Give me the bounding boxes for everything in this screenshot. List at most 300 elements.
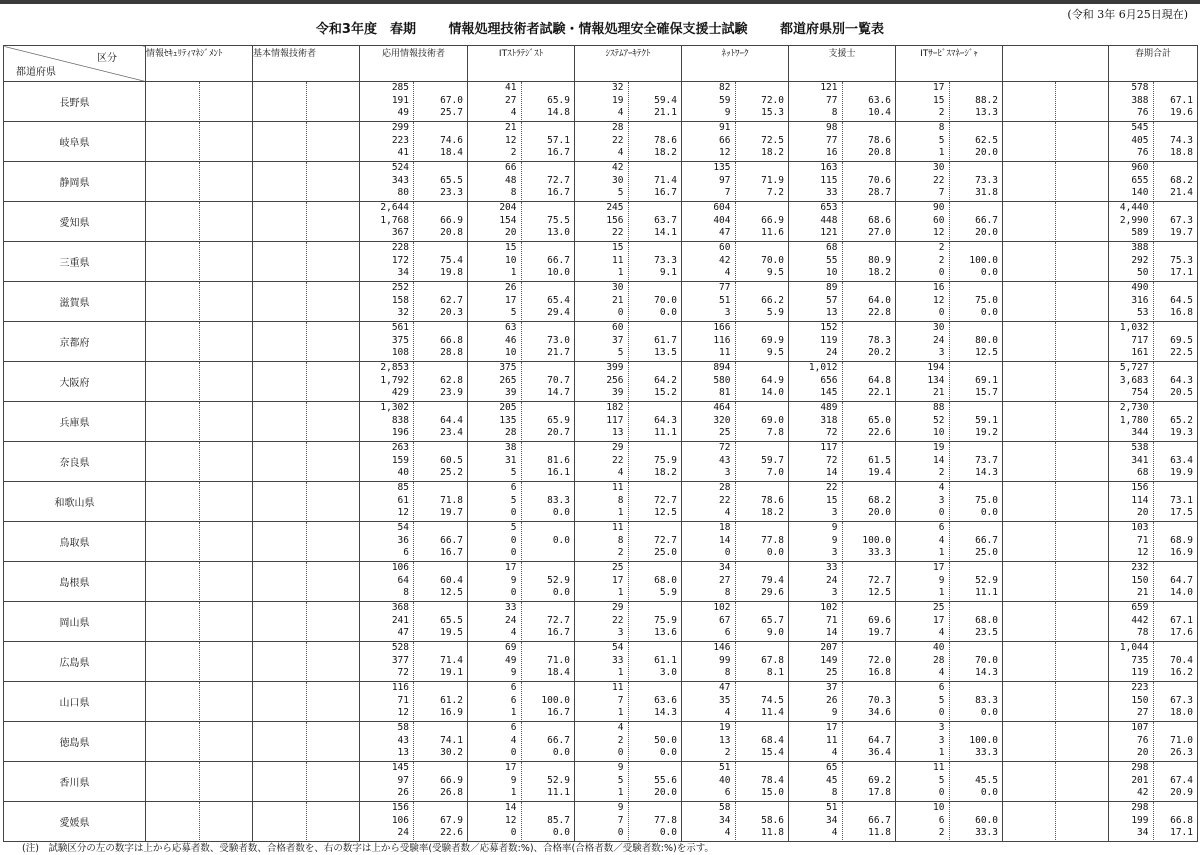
rates-column [629,162,682,200]
counts-column [360,722,414,760]
examinees-count: 119 [820,334,838,346]
data-cell [253,722,360,762]
exam-rate: 100.0 [862,534,891,546]
rates-column [414,162,467,200]
exam-rate: 65.9 [547,414,570,426]
exam-rate: 64.5 [1170,294,1193,306]
passers-count: 4 [724,507,731,518]
data-cell [682,202,789,242]
passers-count: 50 [1137,267,1149,278]
pass-rate: 21.1 [654,107,677,118]
rates-column [200,682,253,720]
exam-rate: 67.8 [761,654,784,666]
rates-column [414,482,467,520]
examinees-count: 241 [391,614,409,626]
examinees-count: 316 [1131,294,1149,306]
data-cell [682,562,789,602]
rates-column [1056,202,1108,240]
pass-rate: 25.0 [975,547,998,558]
counts-column [575,522,629,560]
data-cell [146,122,253,162]
rates-column [200,642,253,680]
passers-count: 2 [938,467,945,478]
rates-column [950,602,1003,640]
passers-count: 1 [938,587,945,598]
applicants-count: 3 [938,722,945,733]
examinees-count: 375 [391,334,409,346]
counts-column [360,602,414,640]
exam-rate: 74.1 [440,734,463,746]
passers-count: 34 [1137,827,1149,838]
data-cell [360,522,468,562]
data-cell [789,642,896,682]
passers-count: 754 [1131,387,1149,398]
data-cell [253,162,360,202]
passers-count: 3 [938,347,945,358]
applicants-count: 16 [933,282,945,293]
passers-count: 4 [724,827,731,838]
exam-rate: 63.6 [868,94,891,106]
applicants-count: 368 [391,602,409,613]
applicants-count: 89 [826,282,838,293]
examinees-count: 838 [391,414,409,426]
pass-rate: 11.8 [868,827,891,838]
data-cell [468,562,575,602]
passers-count: 20 [505,227,517,238]
rates-column [307,162,360,200]
examinees-count: 27 [505,94,517,106]
counts-column [1109,522,1154,560]
column-header: ｼｽﾃﾑｱｰｷﾃｸﾄ [575,46,682,82]
exam-rate: 64.0 [868,294,891,306]
pass-rate: 20.0 [975,227,998,238]
examinees-count: 5 [617,774,624,786]
passers-count: 53 [1137,307,1149,318]
data-cell [1109,322,1198,362]
data-cell [146,722,253,762]
rates-column [629,722,682,760]
applicants-count: 25 [933,602,945,613]
rates-column [414,522,467,560]
examinees-count: 77 [826,134,838,146]
counts-column [896,522,950,560]
rates-column [629,762,682,800]
applicants-count: 63 [505,322,517,333]
passers-count: 5 [617,187,624,198]
prefecture-name: 山口県 [4,682,146,722]
examinees-count: 24 [505,614,517,626]
rates-column [522,522,575,560]
applicants-count: 6 [938,522,945,533]
exam-rate: 73.7 [975,454,998,466]
counts-column [575,762,629,800]
counts-column [1109,562,1154,600]
rates-column [414,402,467,440]
counts-column [575,282,629,320]
data-cell [682,722,789,762]
passers-count: 4 [510,627,517,638]
pass-rate: 11.1 [547,787,570,798]
exam-rate: 64.9 [761,374,784,386]
data-cell [468,82,575,122]
examinees-count: 24 [826,574,838,586]
rates-column [843,762,896,800]
counts-column [896,322,950,360]
pass-rate: 9.0 [766,627,784,638]
rates-column [950,682,1003,720]
passers-count: 13 [826,307,838,318]
counts-column [253,602,307,640]
exam-rate: 74.3 [1170,134,1193,146]
counts-column [682,402,736,440]
applicants-count: 4,440 [1119,202,1149,213]
data-cell [360,762,468,802]
examinees-count: 2,990 [1119,214,1149,226]
counts-column [1003,802,1056,840]
rates-column [736,482,789,520]
rates-column [200,762,253,800]
counts-column [253,442,307,480]
pass-rate: 15.7 [975,387,998,398]
exam-rate: 88.2 [975,94,998,106]
applicants-count: 489 [820,402,838,413]
applicants-count: 223 [1131,682,1149,693]
exam-rate: 62.8 [440,374,463,386]
pass-rate: 0.0 [552,827,570,838]
exam-rate: 63.7 [654,214,677,226]
column-header: ITｻｰﾋﾞｽﾏﾈｰｼﾞｬ [896,46,1003,82]
counts-column [789,402,843,440]
applicants-count: 1,032 [1119,322,1149,333]
examinees-count: 656 [820,374,838,386]
counts-column [146,362,200,400]
pass-rate: 19.7 [440,507,463,518]
applicants-count: 135 [713,162,731,173]
exam-rate: 69.1 [975,374,998,386]
data-cell [575,322,682,362]
passers-count: 4 [831,827,838,838]
pass-rate: 20.8 [868,147,891,158]
passers-count: 10 [826,267,838,278]
rates-column [200,122,253,160]
data-cell [789,802,896,842]
pass-rate: 11.8 [761,827,784,838]
data-cell [896,722,1003,762]
applicants-count: 545 [1131,122,1149,133]
rates-column [414,722,467,760]
data-cell [682,762,789,802]
applicants-count: 88 [933,402,945,413]
rates-column [736,402,789,440]
applicants-count: 578 [1131,82,1149,93]
applicants-count: 106 [391,562,409,573]
passers-count: 4 [510,107,517,118]
counts-column [682,602,736,640]
counts-column [360,442,414,480]
rates-column [1154,522,1198,560]
examinees-count: 30 [612,174,624,186]
pass-rate: 19.4 [868,467,891,478]
rates-column [522,442,575,480]
examinees-count: 150 [1131,574,1149,586]
pass-rate: 12.5 [440,587,463,598]
counts-column [468,762,522,800]
exam-rate: 66.9 [761,214,784,226]
applicants-count: 653 [820,202,838,213]
counts-column [146,722,200,760]
data-cell [896,442,1003,482]
counts-column [253,402,307,440]
data-cell [789,362,896,402]
applicants-count: 1,044 [1119,642,1149,653]
applicants-count: 5 [510,522,517,533]
counts-column [253,482,307,520]
applicants-count: 145 [391,762,409,773]
applicants-count: 82 [719,82,731,93]
data-cell [575,642,682,682]
examinees-count: 199 [1131,814,1149,826]
exam-rate: 52.9 [547,774,570,786]
data-cell [575,562,682,602]
pass-rate: 17.6 [1170,627,1193,638]
pass-rate: 15.3 [761,107,784,118]
applicants-count: 17 [826,722,838,733]
examinees-count: 42 [719,254,731,266]
rates-column [629,402,682,440]
rates-column [200,482,253,520]
exam-rate: 71.8 [440,494,463,506]
data-cell [253,482,360,522]
pass-rate: 0.0 [659,827,677,838]
rates-column [522,122,575,160]
counts-column [789,242,843,280]
passers-count: 108 [391,347,409,358]
data-cell [146,322,253,362]
exam-rate: 50.0 [654,734,677,746]
rates-column [200,362,253,400]
rates-column [843,402,896,440]
counts-column [253,202,307,240]
rates-column [736,642,789,680]
applicants-count: 232 [1131,562,1149,573]
pass-rate: 25.7 [440,107,463,118]
applicants-count: 388 [1131,242,1149,253]
counts-column [1109,282,1154,320]
pass-rate: 19.1 [440,667,463,678]
data-cell [575,402,682,442]
counts-column [789,562,843,600]
data-cell [789,242,896,282]
applicants-count: 399 [606,362,624,373]
rates-column [200,282,253,320]
pass-rate: 23.3 [440,187,463,198]
passers-count: 21 [933,387,945,398]
prefecture-name: 徳島県 [4,722,146,762]
pass-rate: 14.7 [547,387,570,398]
examinees-count: 71 [1137,534,1149,546]
exam-rate: 73.3 [975,174,998,186]
data-cell [789,682,896,722]
counts-column [468,562,522,600]
rates-column [629,242,682,280]
rates-column [522,482,575,520]
rates-column [414,202,467,240]
passers-count: 10 [933,427,945,438]
rates-column [414,642,467,680]
exam-rate: 66.7 [547,734,570,746]
applicants-count: 85 [397,482,409,493]
prefecture-name: 岐阜県 [4,122,146,162]
counts-column [468,602,522,640]
counts-column [896,642,950,680]
exam-rate: 66.9 [440,214,463,226]
rates-column [307,682,360,720]
exam-rate: 75.4 [440,254,463,266]
data-cell [789,562,896,602]
counts-column [789,322,843,360]
counts-column [575,442,629,480]
applicants-count: 41 [505,82,517,93]
rates-column [1154,362,1198,400]
table-row [4,682,1198,722]
data-cell [896,362,1003,402]
passers-count: 6 [724,787,731,798]
pass-rate: 16.8 [1170,307,1193,318]
counts-column [1003,482,1056,520]
applicants-count: 98 [826,122,838,133]
data-cell [682,442,789,482]
data-cell [468,122,575,162]
examinees-count: 72 [826,454,838,466]
passers-count: 1 [938,147,945,158]
table-row [4,602,1198,642]
data-cell [1109,442,1198,482]
pass-rate: 18.2 [761,507,784,518]
prefecture-name: 愛媛県 [4,802,146,842]
passers-count: 47 [397,627,409,638]
rates-column [522,602,575,640]
pass-rate: 16.7 [547,147,570,158]
title-table: 都道府県別一覧表 [780,22,885,37]
counts-column [360,802,414,840]
counts-column [896,122,950,160]
counts-column [575,322,629,360]
examinees-count: 172 [391,254,409,266]
rates-column [1154,122,1198,160]
counts-column [896,202,950,240]
exam-rate: 75.0 [975,294,998,306]
counts-column [360,682,414,720]
rates-column [414,602,467,640]
counts-column [575,242,629,280]
data-cell [682,82,789,122]
rates-column [200,722,253,760]
counts-column [789,362,843,400]
data-cell [1003,82,1109,122]
rates-column [736,762,789,800]
exam-rate: 58.6 [761,814,784,826]
examinees-count: 223 [391,134,409,146]
passers-count: 76 [1137,107,1149,118]
data-cell [1109,682,1198,722]
counts-column [789,162,843,200]
data-cell [575,202,682,242]
data-cell [1109,522,1198,562]
counts-column [468,522,522,560]
passers-count: 22 [612,227,624,238]
counts-column [682,722,736,760]
rates-column [950,242,1003,280]
rates-column [950,762,1003,800]
exam-rate: 68.2 [868,494,891,506]
pass-rate: 29.6 [761,587,784,598]
pass-rate: 14.3 [654,707,677,718]
exam-rate: 73.1 [1170,494,1193,506]
exam-rate: 68.4 [761,734,784,746]
pass-rate: 17.5 [1170,507,1193,518]
data-cell [1109,282,1198,322]
applicants-count: 19 [933,442,945,453]
applicants-count: 38 [505,442,517,453]
column-header: 支援士 [789,46,896,82]
data-cell [468,322,575,362]
data-cell [1109,402,1198,442]
exam-rate: 71.4 [654,174,677,186]
data-cell [789,762,896,802]
examinees-count: 57 [826,294,838,306]
counts-column [1109,602,1154,640]
examinees-count: 0 [510,534,517,546]
passers-count: 47 [719,227,731,238]
rates-column [950,402,1003,440]
passers-count: 4 [617,467,624,478]
pass-rate: 18.2 [654,147,677,158]
examinees-count: 22 [612,134,624,146]
examinees-count: 8 [617,534,624,546]
rates-column [522,162,575,200]
counts-column [468,322,522,360]
data-cell [146,362,253,402]
exam-rate: 69.5 [1170,334,1193,346]
data-cell [253,562,360,602]
pass-rate: 20.0 [975,147,998,158]
passers-count: 0 [938,787,945,798]
counts-column [575,482,629,520]
pass-rate: 16.2 [1170,667,1193,678]
counts-column [1003,642,1056,680]
examinees-count: 5 [938,134,945,146]
counts-column [468,162,522,200]
passers-count: 161 [1131,347,1149,358]
pass-rate: 16.1 [547,467,570,478]
prefecture-name: 広島県 [4,642,146,682]
applicants-count: 1,012 [808,362,838,373]
applicants-count: 252 [391,282,409,293]
passers-count: 12 [397,507,409,518]
exam-rate: 75.5 [547,214,570,226]
examinees-count: 22 [612,454,624,466]
pass-rate: 0.0 [659,747,677,758]
counts-column [1109,82,1154,120]
counts-column [360,162,414,200]
examinees-count: 43 [397,734,409,746]
pass-rate: 19.6 [1170,107,1193,118]
passers-count: 16 [826,147,838,158]
counts-column [146,442,200,480]
data-cell [575,82,682,122]
passers-count: 25 [719,427,731,438]
data-cell [1109,802,1198,842]
